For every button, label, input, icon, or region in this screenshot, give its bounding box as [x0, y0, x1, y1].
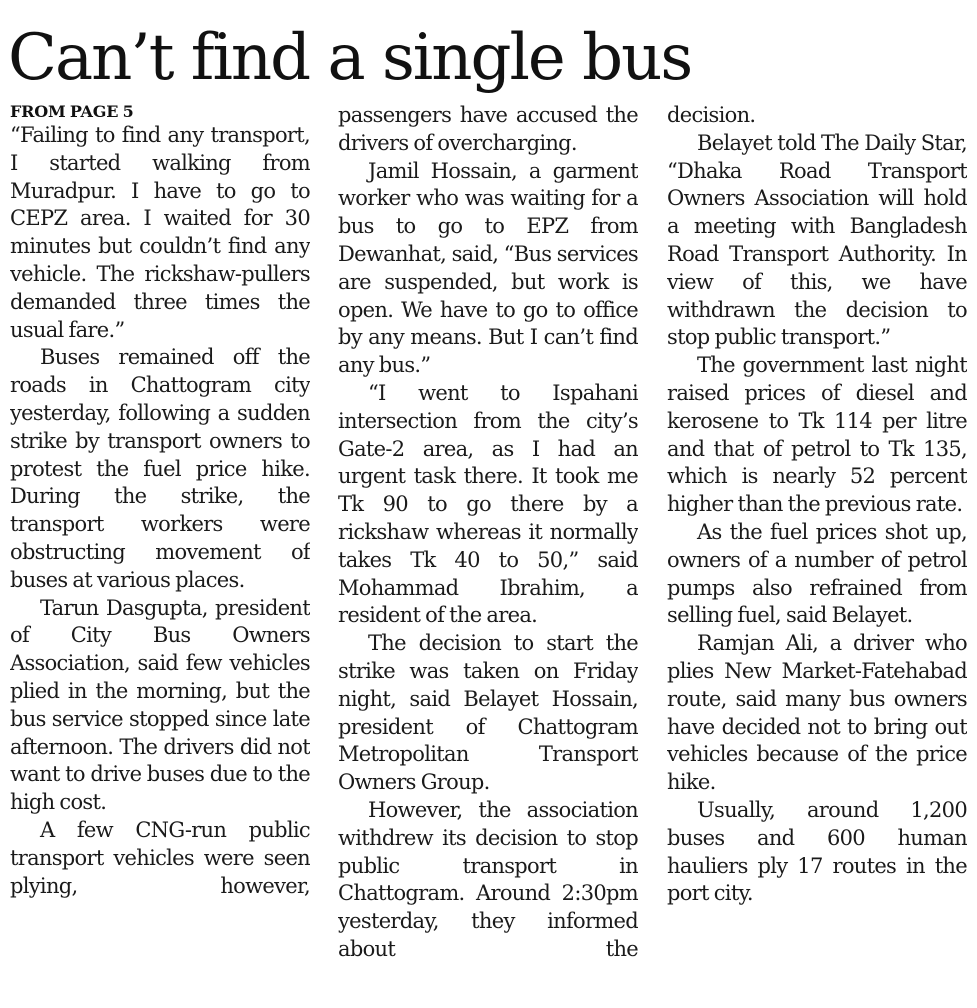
paragraph: passengers have accused the drivers of overcharging. [338, 103, 638, 155]
paragraph: Usually, around 1,200 buses and 600 human hauliers ply 17 routes in the port city. [667, 797, 967, 906]
paragraph: As the fuel prices shot up, owners of a number of petrol pumps also refrained from selling fuel, said Belayet. [667, 519, 967, 628]
paragraph: “I went to Ispahani intersection from the city’s Gate-2 area, as I had an urgent task there. It took me Tk 90 to go there by a rickshaw whereas it normally takes Tk 40 to 50,” said Mohammad Ibrahim, a resident of the area. [338, 380, 638, 628]
article-column-2 [338, 102, 638, 1002]
paragraph: Tarun Dasgupta, president of City Bus Owners Association, said few vehicles plied in the morning, but the bus service stopped since late afternoon. The drivers did not want to drive buses due to the high cost. [10, 595, 310, 815]
paragraph: The decision to start the strike was taken on Friday night, said Belayet Hossain, president of Chattogram Metropolitan Transport Owners Group. [338, 631, 638, 795]
article-column-1 [10, 102, 310, 1002]
article-column-3 [667, 102, 967, 1002]
paragraph: Jamil Hossain, a garment worker who was waiting for a bus to go to EPZ from Dewanhat, said, “Bus services are suspended, but work is open. We have to go to office by any means. But I can’t find any bus.” [338, 158, 638, 378]
paragraph: However, the association withdrew its decision to stop public transport in Chattogram. Around 2:30pm yesterday, they informed about the [338, 797, 638, 961]
paragraph: Ramjan Ali, a driver who plies New Market-Fatehabad route, said many bus owners have decided not to bring out vehicles because of the price hike. [667, 631, 967, 795]
paragraph: A few CNG-run public transport vehicles were seen plying, however, [10, 817, 310, 898]
paragraph: Buses remained off the roads in Chattogram city yesterday, following a sudden strike by transport owners to protest the fuel price hike. During the strike, the transport workers were obstructing movement of buses at various places. [10, 345, 310, 592]
continuation-kicker: FROM PAGE 5 [10, 102, 134, 121]
headline: Can’t find a single bus [8, 21, 692, 95]
paragraph: Belayet told The Daily Star, “Dhaka Road Transport Owners Association will hold a meeting with Bangladesh Road Transport Authority. In view of this, we have withdrawn the decision to stop public transport.” [667, 130, 967, 350]
paragraph: decision. [667, 103, 756, 127]
paragraph: “Failing to find any transport, I started walking from Muradpur. I have to go to CEPZ area. I waited for 30 minutes but couldn’t find any vehicle. The rickshaw-pullers demanded three times the usual fare.” [10, 123, 310, 342]
paragraph: The government last night raised prices of diesel and kerosene to Tk 114 per litre and that of petrol to Tk 135, which is nearly 52 percent higher than the previous rate. [667, 353, 967, 517]
